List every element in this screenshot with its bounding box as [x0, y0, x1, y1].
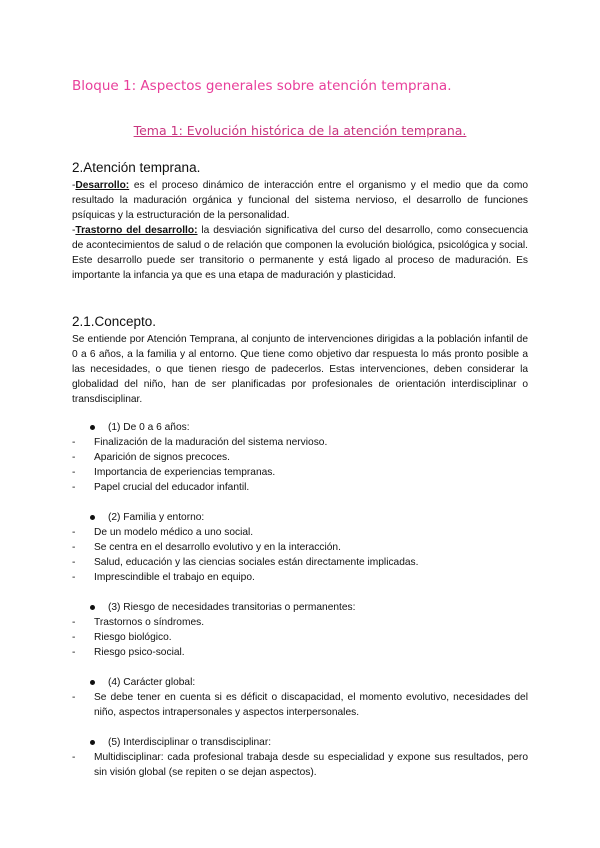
list-item: - Trastornos o síndromes. [72, 617, 205, 628]
bullet-icon [90, 425, 95, 430]
bullet-icon [90, 740, 95, 745]
list-item: - Imprescindible el trabajo en equipo. [72, 572, 255, 583]
list-group-4 [72, 675, 528, 720]
text-desarrollo: es el proceso dinámico de interacción entre el organismo y el medio que da como resultado la maduración orgánica y funcional del sistema nervioso, el desarrollo de funciones psíquicas y la estructuración de la personalidad. [72, 180, 528, 221]
bullet-item: (1) De 0 a 6 años: [72, 420, 528, 435]
list-item: - Riesgo psico-social. [72, 647, 185, 658]
section-heading-atencion: 2.Atención temprana. [72, 160, 201, 175]
term-trastorno: Trastorno del desarrollo: [75, 225, 198, 236]
list-item: - Riesgo biológico. [72, 632, 172, 643]
list-item: - Importancia de experiencias tempranas. [72, 467, 276, 478]
list-item: - Finalización de la maduración del sistema nervioso. [72, 437, 328, 448]
bullet-item: (5) Interdisciplinar o transdisciplinar: [72, 735, 528, 750]
list-item: - Multidisciplinar: cada profesional trabaja desde su especialidad y expone sus resultados, pero sin visión global (se repiten o se dejan aspectos). [72, 752, 528, 778]
list-group-5 [72, 735, 528, 780]
definition-trastorno: -Trastorno del desarrollo: la desviación significativa del curso del desarrollo, como consecuencia de acontecimientos de salud o de relación que componen la evolución biológica, psicológica y social. Este desarrollo puede ser transitorio o permanente y está ligado al proceso de maduración. Es importante la infancia ya que es una etapa de maduración y plasticidad. [72, 225, 528, 281]
list-item: - De un modelo médico a uno social. [72, 527, 254, 538]
list-item: - Aparición de signos precoces. [72, 452, 230, 463]
concepto-list [72, 420, 528, 795]
list-item: - Papel crucial del educador infantil. [72, 482, 250, 493]
term-desarrollo: Desarrollo: [75, 180, 130, 191]
bullet-icon [90, 515, 95, 520]
bloque-title: Bloque 1: Aspectos generales sobre atención temprana. [72, 78, 452, 94]
bullet-item: (3) Riesgo de necesidades transitorias o permanentes: [72, 600, 528, 615]
list-item: - Se centra en el desarrollo evolutivo y en la interacción. [72, 542, 341, 553]
list-item: - Se debe tener en cuenta si es déficit o discapacidad, el momento evolutivo, necesidades del niño, aspectos intrapersonales y aspectos interpersonales. [72, 692, 528, 718]
concepto-paragraph: Se entiende por Atención Temprana, al conjunto de intervenciones dirigidas a la población infantil de 0 a 6 años, a la familia y al entorno. Que tiene como objetivo dar respuesta lo más pronto posible a las necesidades, o que tienen riesgo de padecerlos. Estas intervenciones, deben considerar la globalidad del niño, han de ser planificadas por profesionales de orientación interdisciplinar o transdisciplinar. [72, 334, 528, 405]
list-item: - Salud, educación y las ciencias sociales están directamente implicadas. [72, 557, 419, 568]
definition-desarrollo: -Desarrollo: es el proceso dinámico de interacción entre el organismo y el medio que da como resultado la maduración orgánica y funcional del sistema nervioso, el desarrollo de funciones psíquicas y la estructuración de la personalidad. [72, 180, 528, 221]
list-group-2 [72, 510, 528, 585]
bullet-item: (2) Familia y entorno: [72, 510, 528, 525]
list-group-3 [72, 600, 528, 660]
bullet-icon [90, 680, 95, 685]
tema-title: Tema 1: Evolución histórica de la atención temprana. [133, 123, 467, 138]
bullet-icon [90, 605, 95, 610]
list-group-1 [72, 420, 528, 495]
bullet-item: (4) Carácter global: [72, 675, 528, 690]
section-heading-concepto: 2.1.Concepto. [72, 314, 157, 329]
text-trastorno: la desviación significativa del curso del desarrollo, como consecuencia de acontecimientos de salud o de relación que componen la evolución biológica, psicológica y social. Este desarrollo puede ser transitorio o permanente y está ligado al proceso de maduración. Es importante la infancia ya que es una etapa de maduración y plasticidad. [72, 225, 528, 281]
